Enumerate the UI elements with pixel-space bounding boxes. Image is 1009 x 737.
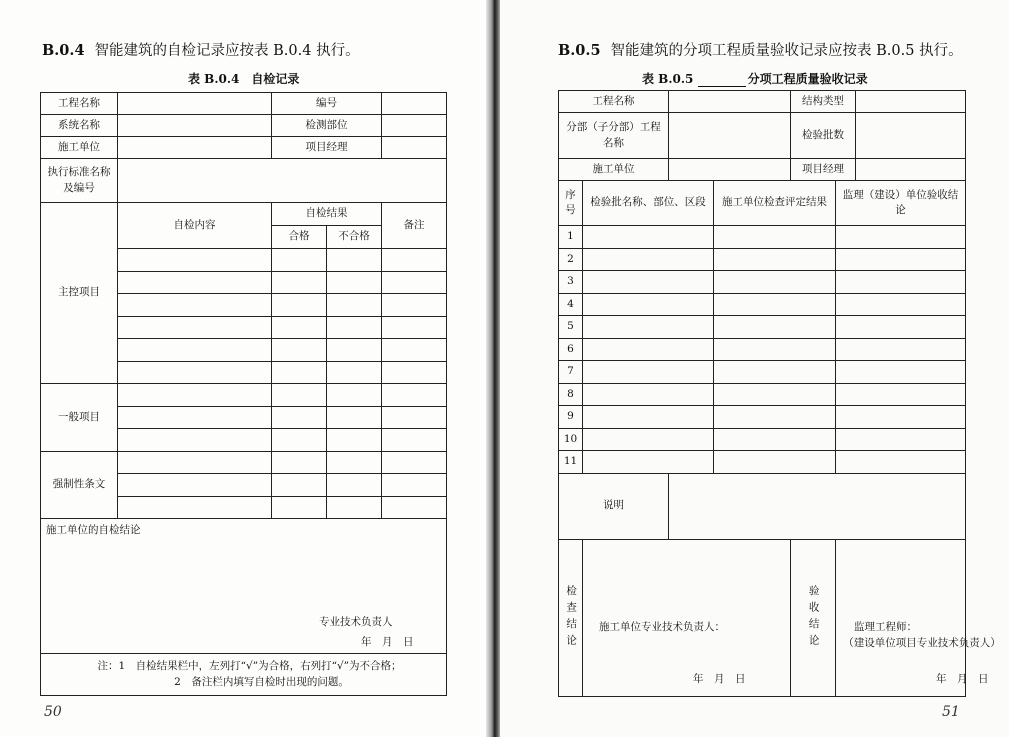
page-number: 50 — [44, 704, 62, 720]
content-cell[interactable] — [118, 361, 272, 384]
page-number: 51 — [942, 704, 960, 720]
fail-cell[interactable] — [327, 294, 382, 317]
supervision-cell[interactable] — [836, 271, 966, 294]
supervision-cell[interactable] — [836, 226, 966, 249]
value-construction-unit[interactable] — [669, 159, 791, 181]
batch-cell[interactable] — [583, 338, 714, 361]
heading-number: B.0.5 — [558, 42, 601, 59]
value-number[interactable] — [382, 93, 447, 115]
table-caption: 表 B.0.4 自检记录 — [188, 72, 300, 86]
table-row — [559, 271, 966, 294]
batch-cell[interactable] — [583, 293, 714, 316]
conclusion-row — [41, 519, 447, 654]
supervision-cell[interactable] — [836, 451, 966, 474]
remark-cell[interactable] — [382, 316, 447, 339]
seq-number: 6 — [559, 338, 583, 361]
supervision-cell[interactable] — [836, 316, 966, 339]
responsible-label: 专业技术负责人 — [319, 616, 393, 628]
content-cell[interactable] — [118, 294, 272, 317]
content-cell[interactable] — [118, 249, 272, 272]
content-cell[interactable] — [118, 271, 272, 294]
caption-prefix: 表 B.0.5 — [642, 72, 694, 86]
left-page — [0, 0, 488, 737]
self-inspection-table — [40, 92, 447, 696]
section-heading — [42, 39, 360, 60]
pass-cell[interactable] — [272, 294, 327, 317]
seq-number: 4 — [559, 293, 583, 316]
label-project-manager: 项目经理 — [791, 159, 856, 181]
table-row — [559, 226, 966, 249]
check-responsible-label: 施工单位专业技术负责人： — [599, 620, 725, 633]
supervision-cell[interactable] — [836, 338, 966, 361]
pass-cell[interactable] — [272, 406, 327, 429]
acceptance-conclusion-cell[interactable] — [836, 539, 1001, 696]
pass-cell[interactable] — [272, 249, 327, 272]
self-check-cell[interactable] — [714, 293, 836, 316]
content-cell[interactable] — [118, 496, 272, 519]
fail-cell[interactable] — [327, 339, 382, 362]
remark-row — [559, 473, 966, 539]
self-check-cell[interactable] — [714, 316, 836, 339]
table-row — [41, 384, 447, 407]
label-construction-unit: 施工单位 — [41, 137, 118, 159]
label-number: 编号 — [272, 93, 382, 115]
content-cell[interactable] — [118, 384, 272, 407]
label-subdivision: 分部（子分部）工程名称 — [559, 113, 669, 159]
value-project-manager[interactable] — [382, 137, 447, 159]
value-structure-type[interactable] — [856, 91, 966, 113]
table-row — [559, 316, 966, 339]
fail-cell[interactable] — [327, 496, 382, 519]
table-row — [559, 338, 966, 361]
batch-cell[interactable] — [583, 428, 714, 451]
table-row — [559, 91, 966, 113]
check-conclusion-label — [559, 539, 583, 696]
seq-number: 10 — [559, 428, 583, 451]
batch-cell[interactable] — [583, 271, 714, 294]
pass-cell[interactable] — [272, 316, 327, 339]
supervision-cell[interactable] — [836, 361, 966, 384]
pass-cell[interactable] — [272, 271, 327, 294]
note-2: 2 备注栏内填写自检时出现的问题。 — [174, 675, 349, 688]
remark-cell[interactable] — [382, 451, 447, 474]
check-conclusion-cell[interactable] — [583, 539, 791, 696]
conclusion-cell[interactable] — [41, 519, 447, 654]
value-standard[interactable] — [118, 159, 447, 203]
remark-cell[interactable] — [382, 406, 447, 429]
table-row — [41, 115, 447, 137]
fail-cell[interactable] — [327, 451, 382, 474]
table-row — [559, 113, 966, 159]
self-check-cell[interactable] — [714, 271, 836, 294]
label-system-name: 系统名称 — [41, 115, 118, 137]
label-inspection-part: 检测部位 — [272, 115, 382, 137]
content-cell[interactable] — [118, 406, 272, 429]
remark-label: 说明 — [559, 473, 669, 539]
remark-cell[interactable] — [382, 339, 447, 362]
notes-row — [41, 654, 447, 696]
header-pass: 合格 — [272, 226, 327, 249]
remark-cell[interactable] — [382, 294, 447, 317]
self-check-cell[interactable] — [714, 338, 836, 361]
conclusion-row — [559, 539, 966, 696]
header-result: 自检结果 — [272, 203, 382, 226]
supervision-cell[interactable] — [836, 406, 966, 429]
pass-cell[interactable] — [272, 384, 327, 407]
seq-number: 7 — [559, 361, 583, 384]
heading-text: 智能建筑的自检记录应按表 B.0.4 执行。 — [94, 43, 360, 59]
conclusion-title: 施工单位的自检结论 — [46, 524, 141, 536]
value-project-name[interactable] — [118, 93, 272, 115]
batch-cell[interactable] — [583, 451, 714, 474]
table-header-row — [41, 203, 447, 226]
supervision-cell[interactable] — [836, 293, 966, 316]
self-check-cell[interactable] — [714, 451, 836, 474]
heading-text: 智能建筑的分项工程质量验收记录应按表 B.0.5 执行。 — [610, 43, 963, 59]
seq-number: 3 — [559, 271, 583, 294]
note-1: 注：1 自检结果栏中，左列打“√”为合格，右列打“√”为不合格； — [97, 660, 402, 673]
table-row — [559, 159, 966, 181]
supervisor-label: 监理工程师： — [854, 620, 917, 633]
date-label: 年 月 日 — [361, 636, 414, 648]
content-cell[interactable] — [118, 474, 272, 497]
remark-cell[interactable] — [382, 271, 447, 294]
remark-cell[interactable] — [382, 384, 447, 407]
self-check-cell[interactable] — [714, 383, 836, 406]
content-cell[interactable] — [118, 429, 272, 452]
value-batches[interactable] — [856, 113, 966, 159]
table-row — [41, 93, 447, 115]
self-check-cell[interactable] — [714, 226, 836, 249]
header-remark: 备注 — [382, 203, 447, 249]
acceptance-date: 年 月 日 — [936, 672, 989, 685]
seq-number: 11 — [559, 451, 583, 474]
self-check-cell[interactable] — [714, 248, 836, 271]
notes-cell — [41, 654, 447, 696]
batch-cell[interactable] — [583, 248, 714, 271]
supervision-cell[interactable] — [836, 428, 966, 451]
seq-number: 2 — [559, 248, 583, 271]
table-row — [559, 451, 966, 474]
acceptance-conclusion-text: 验收结论 — [807, 584, 820, 651]
header-content: 自检内容 — [118, 203, 272, 249]
self-check-cell[interactable] — [714, 361, 836, 384]
acceptance-table — [558, 90, 1001, 697]
pass-cell[interactable] — [272, 429, 327, 452]
label-batches: 检验批数 — [791, 113, 856, 159]
table-row — [559, 361, 966, 384]
remark-value[interactable] — [669, 473, 966, 539]
self-check-cell[interactable] — [714, 428, 836, 451]
table-row — [41, 137, 447, 159]
value-subdivision[interactable] — [669, 113, 791, 159]
batch-cell[interactable] — [583, 226, 714, 249]
check-date: 年 月 日 — [693, 672, 746, 685]
remark-cell[interactable] — [382, 429, 447, 452]
section-heading — [558, 39, 963, 60]
seq-number: 8 — [559, 383, 583, 406]
pass-cell[interactable] — [272, 361, 327, 384]
header-supervision: 监理（建设）单位验收结论 — [836, 181, 966, 226]
content-cell[interactable] — [118, 451, 272, 474]
acceptance-conclusion-label — [791, 539, 836, 696]
value-project-name[interactable] — [669, 91, 791, 113]
table-row — [559, 293, 966, 316]
fail-cell[interactable] — [327, 429, 382, 452]
fail-cell[interactable] — [327, 249, 382, 272]
seq-number: 1 — [559, 226, 583, 249]
table-row — [41, 159, 447, 203]
category-general: 一般项目 — [41, 384, 118, 452]
supervision-cell[interactable] — [836, 248, 966, 271]
value-project-manager[interactable] — [856, 159, 966, 181]
right-page — [500, 0, 1009, 737]
fail-cell[interactable] — [327, 271, 382, 294]
value-system-name[interactable] — [118, 115, 272, 137]
header-seq: 序号 — [559, 181, 583, 226]
label-standard: 执行标准名称及编号 — [41, 159, 118, 203]
table-header-row — [559, 181, 966, 226]
self-check-cell[interactable] — [714, 406, 836, 429]
pass-cell[interactable] — [272, 451, 327, 474]
label-project-name: 工程名称 — [559, 91, 669, 113]
label-project-manager: 项目经理 — [272, 137, 382, 159]
caption-suffix: 分项工程质量验收记录 — [747, 72, 868, 86]
fail-cell[interactable] — [327, 406, 382, 429]
pass-cell[interactable] — [272, 474, 327, 497]
table-row — [559, 383, 966, 406]
batch-cell[interactable] — [583, 383, 714, 406]
label-project-name: 工程名称 — [41, 93, 118, 115]
check-conclusion-text: 检查结论 — [565, 584, 578, 651]
fail-cell[interactable] — [327, 384, 382, 407]
seq-number: 5 — [559, 316, 583, 339]
remark-cell[interactable] — [382, 249, 447, 272]
header-batch: 检验批名称、部位、区段 — [583, 181, 714, 226]
category-mandatory: 强制性条文 — [41, 451, 118, 519]
fail-cell[interactable] — [327, 361, 382, 384]
table-row — [559, 428, 966, 451]
supervision-cell[interactable] — [836, 383, 966, 406]
pass-cell[interactable] — [272, 339, 327, 362]
label-construction-unit: 施工单位 — [559, 159, 669, 181]
value-construction-unit[interactable] — [118, 137, 272, 159]
header-fail: 不合格 — [327, 226, 382, 249]
seq-number: 9 — [559, 406, 583, 429]
category-main: 主控项目 — [41, 203, 118, 384]
remark-cell[interactable] — [382, 474, 447, 497]
fail-cell[interactable] — [327, 316, 382, 339]
remark-cell[interactable] — [382, 361, 447, 384]
table-row — [559, 248, 966, 271]
remark-cell[interactable] — [382, 496, 447, 519]
batch-cell[interactable] — [583, 316, 714, 339]
table-row — [559, 406, 966, 429]
content-cell[interactable] — [118, 339, 272, 362]
supervisor-note: （建设单位项目专业技术负责人） — [843, 636, 1001, 649]
batch-cell[interactable] — [583, 361, 714, 384]
header-self-check: 施工单位检查评定结果 — [714, 181, 836, 226]
pass-cell[interactable] — [272, 496, 327, 519]
table-caption — [642, 70, 868, 87]
content-cell[interactable] — [118, 316, 272, 339]
heading-number: B.0.4 — [42, 42, 85, 59]
table-row — [41, 451, 447, 474]
label-structure-type: 结构类型 — [791, 91, 856, 113]
caption-blank[interactable] — [698, 74, 746, 87]
value-inspection-part[interactable] — [382, 115, 447, 137]
batch-cell[interactable] — [583, 406, 714, 429]
fail-cell[interactable] — [327, 474, 382, 497]
